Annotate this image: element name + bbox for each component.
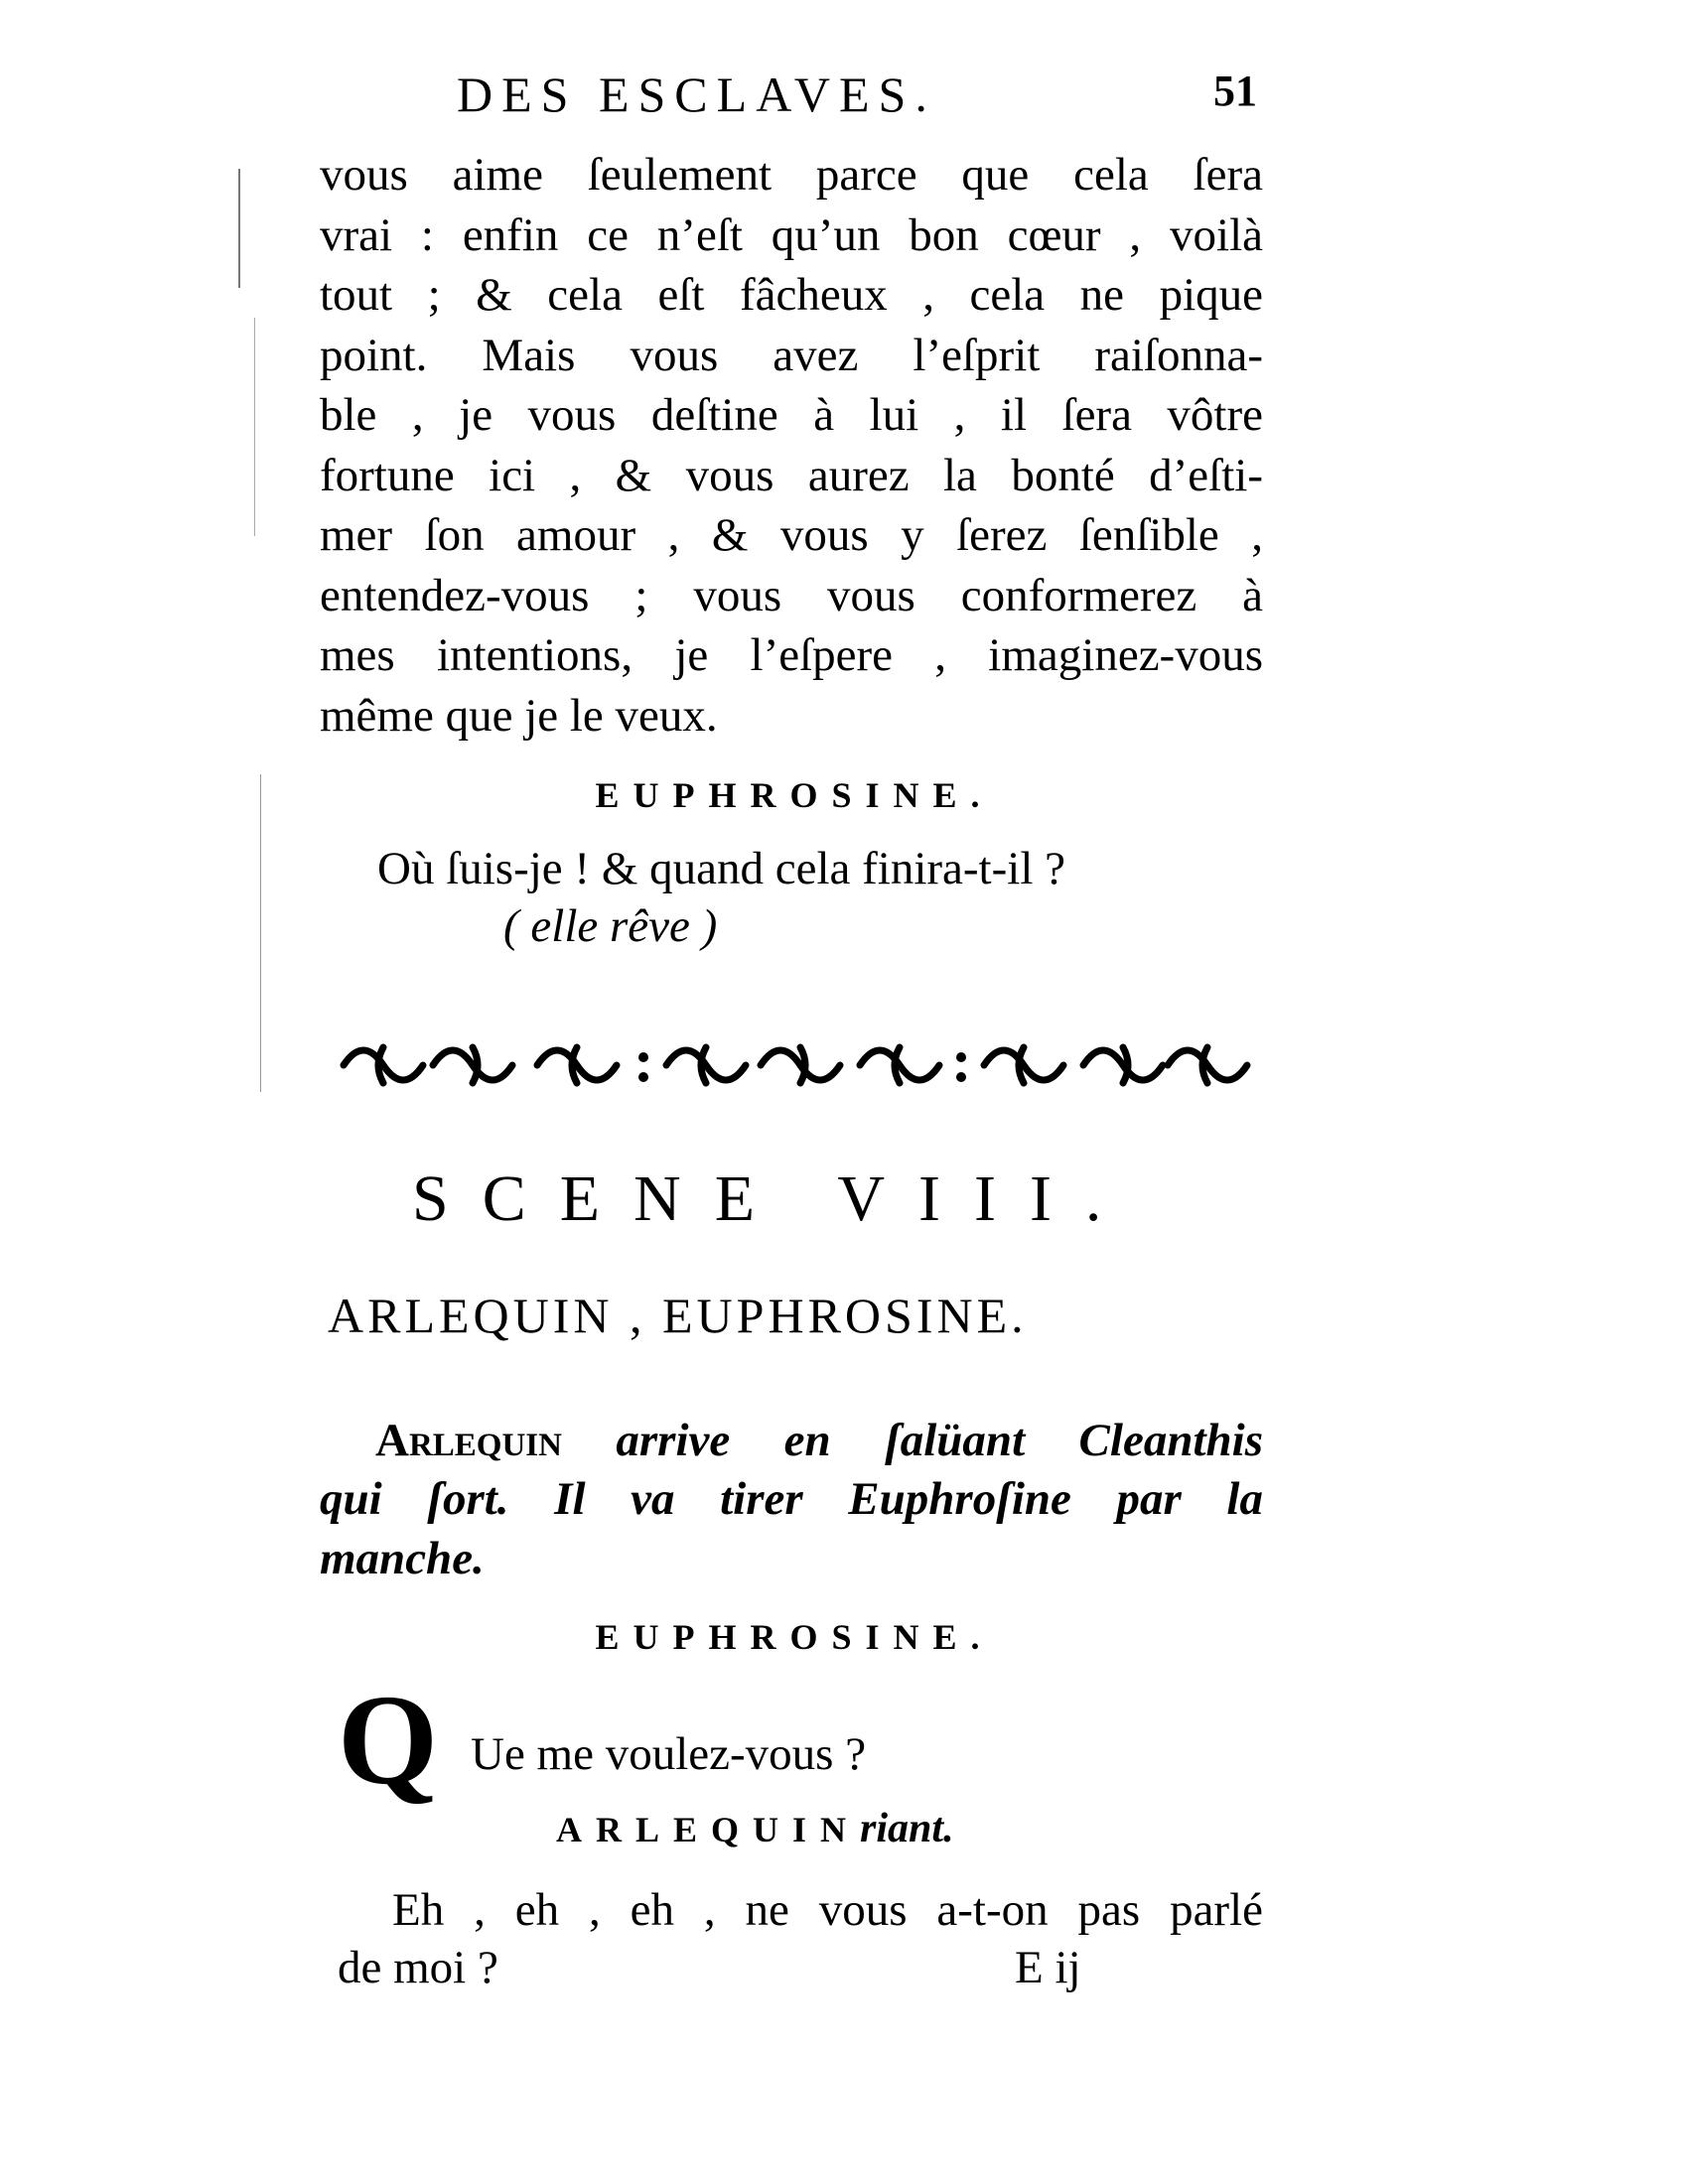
page-number: 51	[1213, 67, 1257, 115]
text-line: mes intentions, je l’eſpere , imaginez-vous	[320, 629, 1263, 681]
character-name: Arlequin	[375, 1415, 562, 1466]
speaker-heading	[556, 1805, 954, 1852]
speaker-name: ARLEQUIN	[556, 1810, 861, 1849]
text-line: ble , je vous deſtine à lui , il ſera vôtre	[320, 389, 1263, 441]
scan-edge-mark	[254, 318, 255, 536]
stage-direction: ( elle rêve )	[503, 900, 718, 952]
text-line: fortune ici , & vous aurez la bonté d’eſti-	[320, 450, 1263, 501]
text-line: même que je le veux.	[320, 690, 718, 742]
text-line: manche.	[320, 1533, 485, 1584]
text-line: vrai : enfin ce n’eſt qu’un bon cœur , voilà	[320, 209, 1263, 261]
text-line: tout ; & cela eſt fâcheux , cela ne pique	[320, 269, 1263, 321]
running-title: DES ESCLAVES.	[457, 67, 936, 122]
text-line: mer ſon amour , & vous y ſerez ſenſible ,	[320, 509, 1263, 561]
text-line: Ue me voulez-vous ?	[471, 1728, 867, 1780]
speaker-name: EUPHROSINE.	[595, 1617, 994, 1657]
printer-ornament-band	[324, 1027, 1263, 1103]
text-line: Où ſuis-je ! & quand cela finira-t-il ?	[377, 843, 1065, 894]
scan-edge-mark	[260, 774, 261, 1092]
text-line: vous aime ſeulement parce que cela ſera	[320, 149, 1263, 201]
scene-characters: ARLEQUIN , EUPHROSINE.	[328, 1288, 1028, 1343]
scene-heading: SCENE VIII.	[412, 1162, 1136, 1235]
speaker-name: EUPHROSINE.	[595, 775, 994, 815]
scan-edge-mark	[238, 169, 240, 288]
text-line: de moi ?	[338, 1942, 498, 1993]
stage-direction: riant.	[860, 1806, 954, 1851]
text-line: arrive en ſalüant Cleanthis	[616, 1415, 1264, 1466]
drop-cap: Q	[338, 1669, 439, 1812]
signature-mark: E ij	[1015, 1942, 1081, 1993]
text-line: entendez-vous ; vous vous conformerez à	[320, 570, 1263, 621]
text-line: Eh , eh , eh , ne vous a-t-on pas parlé	[392, 1884, 1263, 1936]
text-line: qui ſort. Il va tirer Euphroſine par la	[320, 1473, 1263, 1525]
text-line: point. Mais vous avez l’eſprit raiſonna-	[320, 330, 1263, 381]
